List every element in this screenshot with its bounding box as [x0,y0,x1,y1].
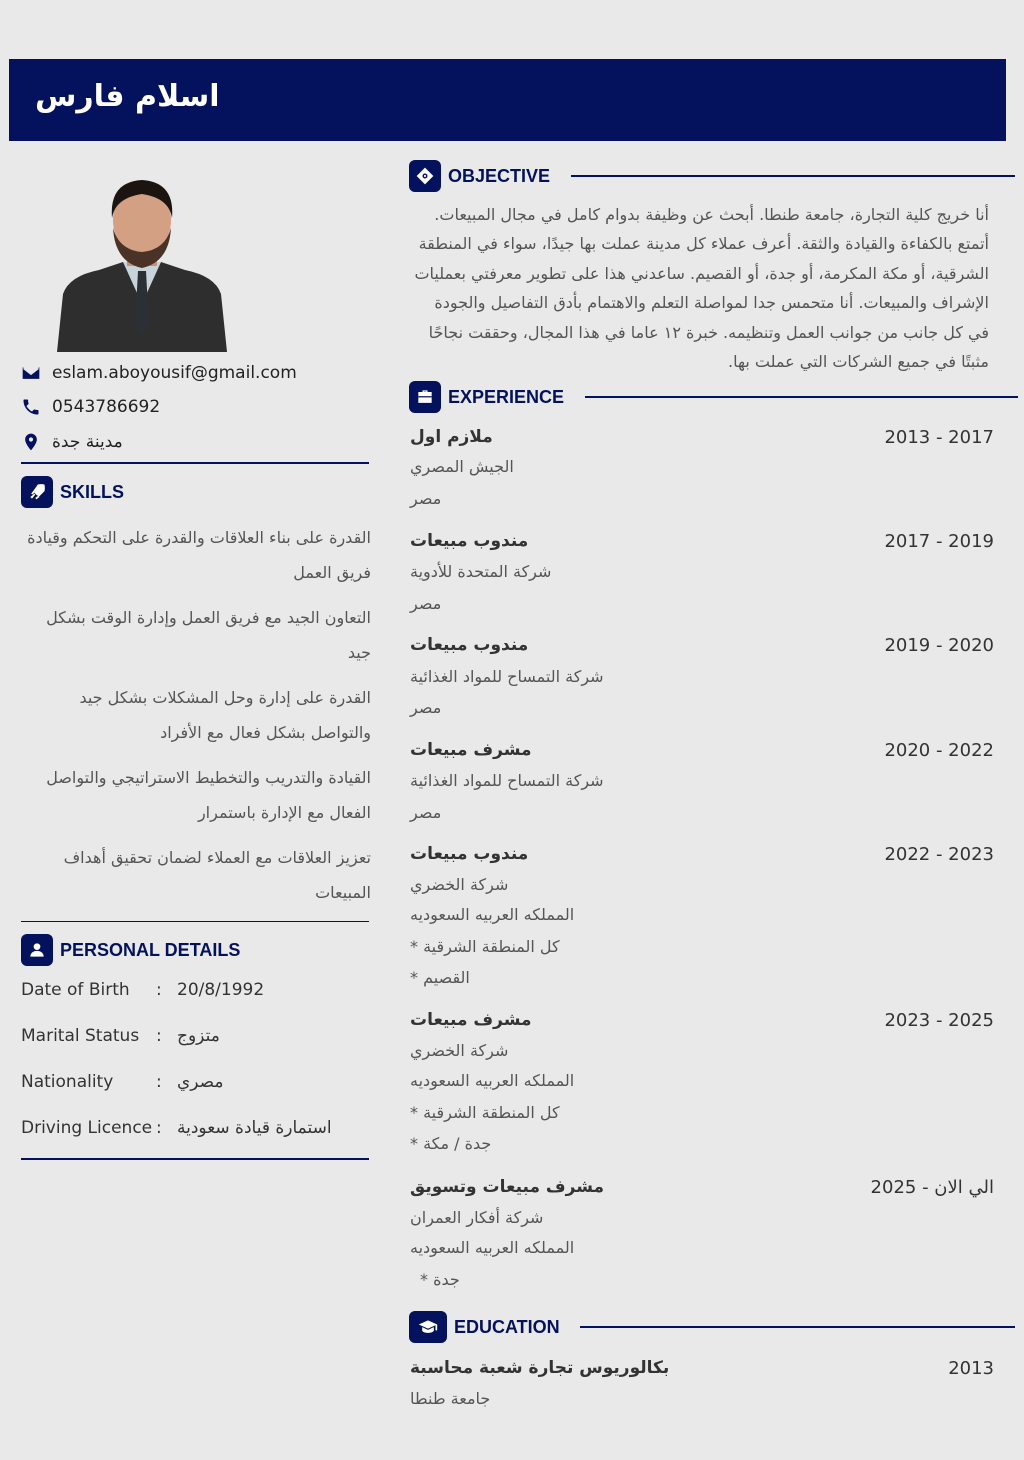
map-pin-icon [21,432,41,452]
job-detail: الجيش المصري [410,457,514,476]
job-detail: مصر [410,803,442,822]
job-years: 2020 - 2022 [884,740,994,761]
job-title: ملازم اول [410,427,493,447]
job-detail: المملكه العربيه السعوديه [410,1071,575,1090]
job-title: مندوب مبيعات [410,844,529,864]
skill-item: تعزيز العلاقات مع العملاء لضمان تحقيق أهداف المبيعات [63,848,371,902]
degree-school: جامعة طنطا [410,1389,491,1408]
job-detail: مصر [410,489,442,508]
candidate-name: اسلام فارس [35,79,220,114]
divider [21,1158,369,1160]
job-detail: شركة التمساح للمواد الغذائية [410,667,604,686]
job-detail: المملكه العربيه السعوديه [410,1238,575,1257]
job-years: 2023 - 2025 [884,1010,994,1031]
contact-phone[interactable] [21,393,160,421]
job-title: مشرف مبيعات [410,1010,532,1030]
pd-value: 20/8/1992 [177,980,265,1000]
job-detail: مصر [410,698,442,717]
pd-label: Marital Status [21,1026,140,1046]
skill-item: القدرة على إدارة وحل المشكلات بشكل جيد والتواصل بشكل فعال مع الأفراد [79,688,371,742]
job-years: الي الان - 2025 [870,1177,994,1198]
job-years: 2017 - 2019 [884,531,994,552]
envelope-icon [21,363,41,383]
job-detail: شركة المتحدة للأدوية [410,562,552,581]
pd-label: Nationality [21,1072,114,1092]
divider [21,921,369,922]
pd-value: مصري [177,1072,224,1092]
contact-email[interactable] [21,359,297,387]
job-years: 2013 - 2017 [884,427,994,448]
job-detail: كل المنطقة الشرقية * [410,937,560,956]
job-detail: القصيم * [410,968,470,987]
skills-title: SKILLS [60,481,125,502]
objective-title: OBJECTIVE [448,165,551,186]
degree-title: بكالوريوس تجارة شعبة محاسبة [410,1358,670,1378]
divider [21,462,369,464]
skill-item: التعاون الجيد مع فريق العمل وإدارة الوقت بشكل جيد [46,608,371,662]
pd-label: Driving Licence [21,1118,153,1138]
degree-year: 2013 [948,1358,994,1379]
contact-location [21,428,123,456]
job-years: 2022 - 2023 [884,844,994,865]
job-detail: شركة أفكار العمران [410,1208,544,1227]
header-bar [9,59,1006,141]
job-detail: شركة التمساح للمواد الغذائية [410,771,604,790]
location-text: مدينة جدة [52,432,123,452]
personal-title: PERSONAL DETAILS [60,939,241,960]
profile-photo [57,176,227,352]
job-detail: المملكه العربيه السعوديه [410,905,575,924]
graduation-cap-icon [409,1311,447,1343]
experience-heading [409,381,1018,413]
objective-text: أنا خريج كلية التجارة، جامعة طنطا. أبحث عن وظيفة بدوام كامل في مجال المبيعات. أتمتع بالكفاءة والقيادة والثقة. أعرف عملاء كل مدينة عملت بها جيدًا، سواء في المنطقة الشرقية، أو مكة المكرمة، أو جدة، أو القصيم. ساعدني هذا على تطوير معرفتي بعمليات الإشراف والمبيعات. أنا متحمس جدا لمواصلة التعلم والاهتمام بأدق التفاصيل والجودة في كل جانب من جوانب العمل وتنظيمه. خبرة ١٢ عاما في هذا المجال، وحققت نجاحًا مثبتًا في جميع الشركات التي عملت بها. [414,205,989,372]
job-title: مشرف مبيعات [410,740,532,760]
pd-value: متزوج [177,1026,220,1046]
education-title: EDUCATION [454,1316,560,1337]
briefcase-icon [409,381,441,413]
education-heading [409,1311,1015,1343]
job-years: 2019 - 2020 [884,635,994,656]
job-title: مشرف مبيعات وتسويق [410,1177,605,1197]
person-icon [21,934,53,966]
job-detail: كل المنطقة الشرقية * [410,1103,560,1122]
job-detail: جدة / مكة * [410,1134,492,1153]
personal-heading [21,934,240,966]
email-text: eslam.aboyousif@gmail.com [52,363,297,383]
job-detail: مصر [410,594,442,613]
rocket-icon [21,476,53,508]
objective-heading [409,160,1015,192]
skills-heading [21,476,124,508]
skill-item: القيادة والتدريب والتخطيط الاستراتيجي والتواصل الفعال مع الإدارة باستمرار [46,768,371,822]
job-detail: شركة الخضري [410,1041,509,1060]
experience-title: EXPERIENCE [448,386,565,407]
skill-item: القدرة على بناء العلاقات والقدرة على التحكم وقيادة فريق العمل [27,528,371,582]
skills-list [21,520,371,920]
pd-label: Date of Birth [21,980,130,1000]
pd-value: استمارة قيادة سعودية [177,1118,332,1138]
job-detail: جدة * [420,1270,460,1289]
target-icon [409,160,441,192]
phone-icon [21,397,41,417]
job-title: مندوب مبيعات [410,635,529,655]
phone-text: 0543786692 [52,397,161,417]
job-title: مندوب مبيعات [410,531,529,551]
job-detail: شركة الخضري [410,875,509,894]
